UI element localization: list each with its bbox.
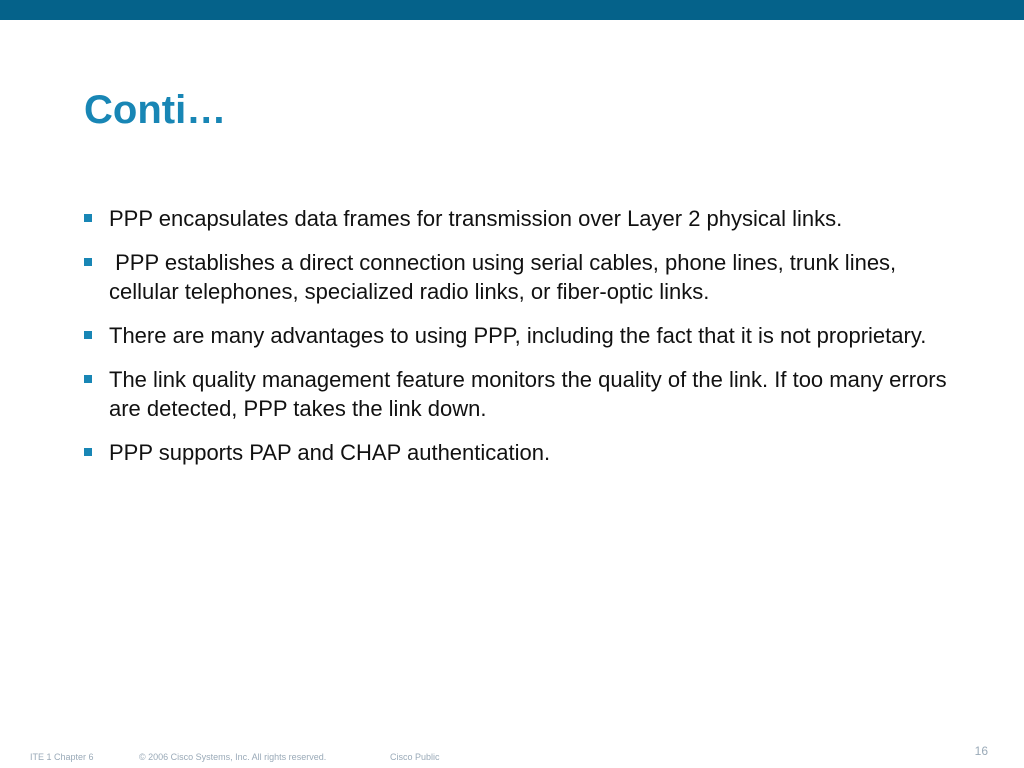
bullet-item [84, 204, 954, 233]
top-header-bar [0, 0, 1024, 20]
square-bullet-icon [84, 448, 92, 456]
bullet-item [84, 321, 954, 350]
page-number: 16 [974, 744, 988, 758]
bullet-list [84, 204, 954, 482]
footer-copyright: © 2006 Cisco Systems, Inc. All rights reserved. [139, 752, 327, 762]
bullet-text: PPP supports PAP and CHAP authentication. [109, 440, 551, 465]
bullet-text: There are many advantages to using PPP, including the fact that it is not proprietary. [109, 323, 927, 348]
slide-footer [0, 738, 1024, 768]
square-bullet-icon [84, 331, 92, 339]
square-bullet-icon [84, 214, 92, 222]
bullet-text: PPP encapsulates data frames for transmission over Layer 2 physical links. [109, 206, 843, 231]
slide-title: Conti… [84, 88, 227, 132]
square-bullet-icon [84, 375, 92, 383]
bullet-text: The link quality management feature monitors the quality of the link. If too many errors are detected, PPP takes the link down. [109, 367, 947, 421]
bullet-item [84, 438, 954, 467]
bullet-text: PPP establishes a direct connection using serial cables, phone lines, trunk lines, cellular telephones, specialized radio links, or fiber-optic links. [109, 250, 903, 304]
footer-course-label: ITE 1 Chapter 6 [30, 752, 94, 762]
square-bullet-icon [84, 258, 92, 266]
footer-classification: Cisco Public [390, 752, 440, 762]
bullet-item [84, 365, 954, 423]
bullet-item [84, 248, 954, 306]
